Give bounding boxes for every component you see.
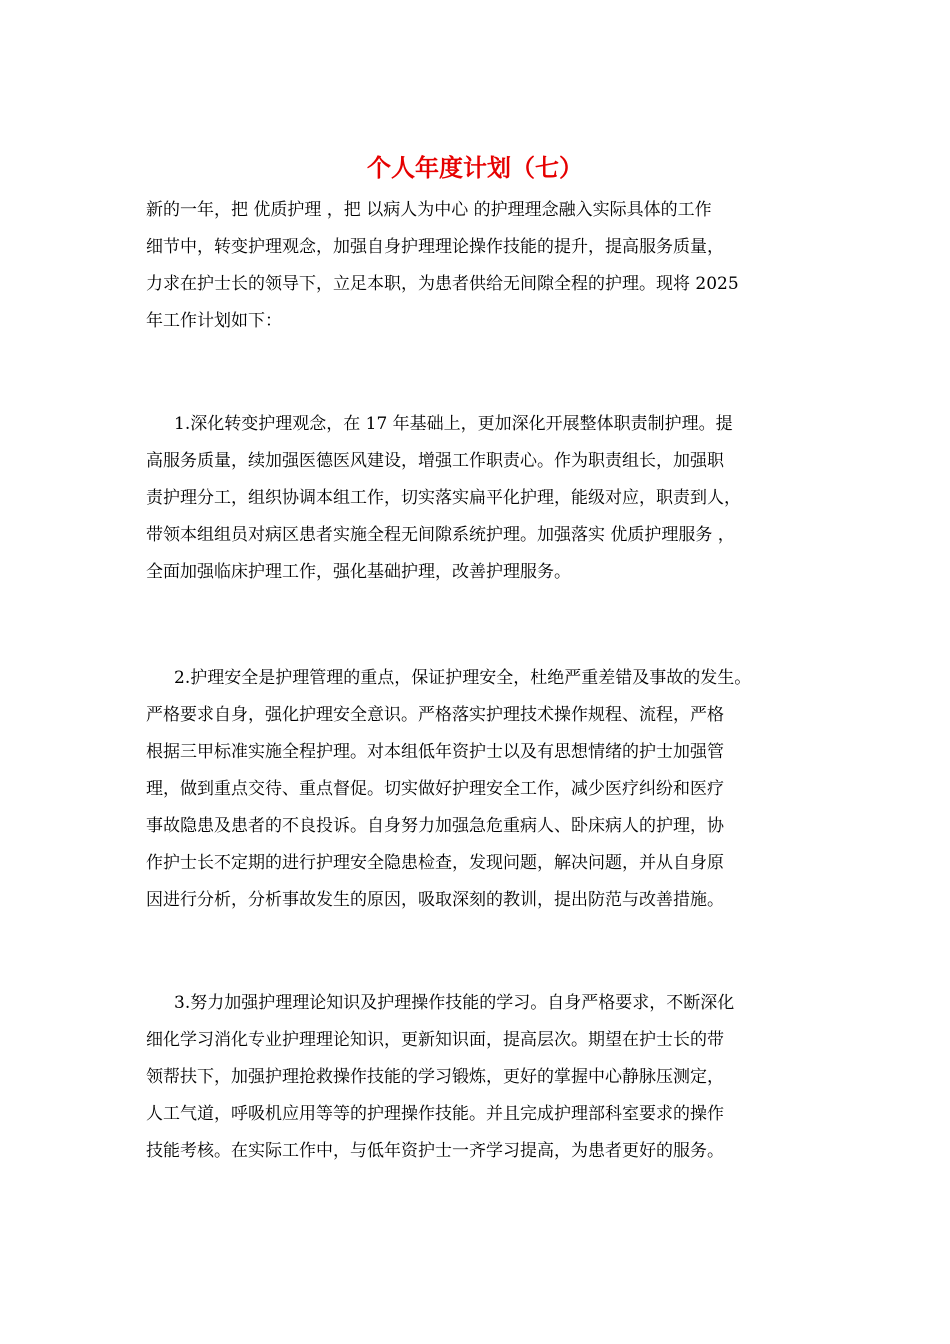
paragraph-line: 因进行分析，分析事故发生的原因，吸取深刻的教训，提出防范与改善措施。: [146, 890, 724, 910]
paragraph-line: 理，做到重点交待、重点督促。切实做好护理安全工作，减少医疗纠纷和医疗: [146, 779, 724, 799]
paragraph-item-3: [146, 985, 814, 1170]
paragraph-line: 年工作计划如下：: [146, 311, 282, 331]
paragraph-line: 细节中，转变护理观念，加强自身护理理论操作技能的提升，提高服务质量，: [146, 237, 724, 257]
paragraph-intro: [146, 192, 814, 340]
paragraph-line: 作护士长不定期的进行护理安全隐患检查，发现问题，解决问题，并从自身原: [146, 853, 724, 873]
paragraph-line: 责护理分工，组织协调本组工作，切实落实扁平化护理，能级对应，职责到人，: [146, 488, 741, 508]
paragraph-line: 3.努力加强护理理论知识及护理操作技能的学习。自身严格要求，不断深化: [174, 993, 735, 1013]
paragraph-line: 技能考核。在实际工作中，与低年资护士一齐学习提高，为患者更好的服务。: [146, 1141, 724, 1161]
paragraph-line: 领帮扶下，加强护理抢救操作技能的学习锻炼，更好的掌握中心静脉压测定，: [146, 1067, 724, 1087]
paragraph-line: 严格要求自身，强化护理安全意识。严格落实护理技术操作规程、流程，严格: [146, 705, 724, 725]
paragraph-line: 2.护理安全是护理管理的重点，保证护理安全，杜绝严重差错及事故的发生。: [174, 668, 752, 688]
document-title: 个人年度计划（七）: [367, 154, 583, 182]
paragraph-line: 根据三甲标准实施全程护理。对本组低年资护士以及有思想情绪的护士加强管: [146, 742, 724, 762]
paragraph-line: 人工气道，呼吸机应用等等的护理操作技能。并且完成护理部科室要求的操作: [146, 1104, 724, 1124]
paragraph-item-2: [146, 660, 814, 919]
paragraph-item-1: [146, 406, 814, 591]
paragraph-line: 1.深化转变护理观念，在 17 年基础上，更加深化开展整体职责制护理。提: [174, 414, 733, 434]
paragraph-line: 带领本组组员对病区患者实施全程无间隙系统护理。加强落实 优质护理服务 ，: [146, 525, 735, 545]
paragraph-line: 高服务质量，续加强医德医风建设，增强工作职责心。作为职责组长，加强职: [146, 451, 724, 471]
paragraph-line: 力求在护士长的领导下，立足本职，为患者供给无间隙全程的护理。现将 2025: [146, 274, 739, 294]
paragraph-line: 事故隐患及患者的不良投诉。自身努力加强急危重病人、卧床病人的护理，协: [146, 816, 724, 836]
paragraph-line: 细化学习消化专业护理理论知识，更新知识面，提高层次。期望在护士长的带: [146, 1030, 724, 1050]
paragraph-line: 新的一年，把 优质护理 ，把 以病人为中心 的护理理念融入实际具体的工作: [146, 200, 712, 220]
paragraph-line: 全面加强临床护理工作，强化基础护理，改善护理服务。: [146, 562, 571, 582]
